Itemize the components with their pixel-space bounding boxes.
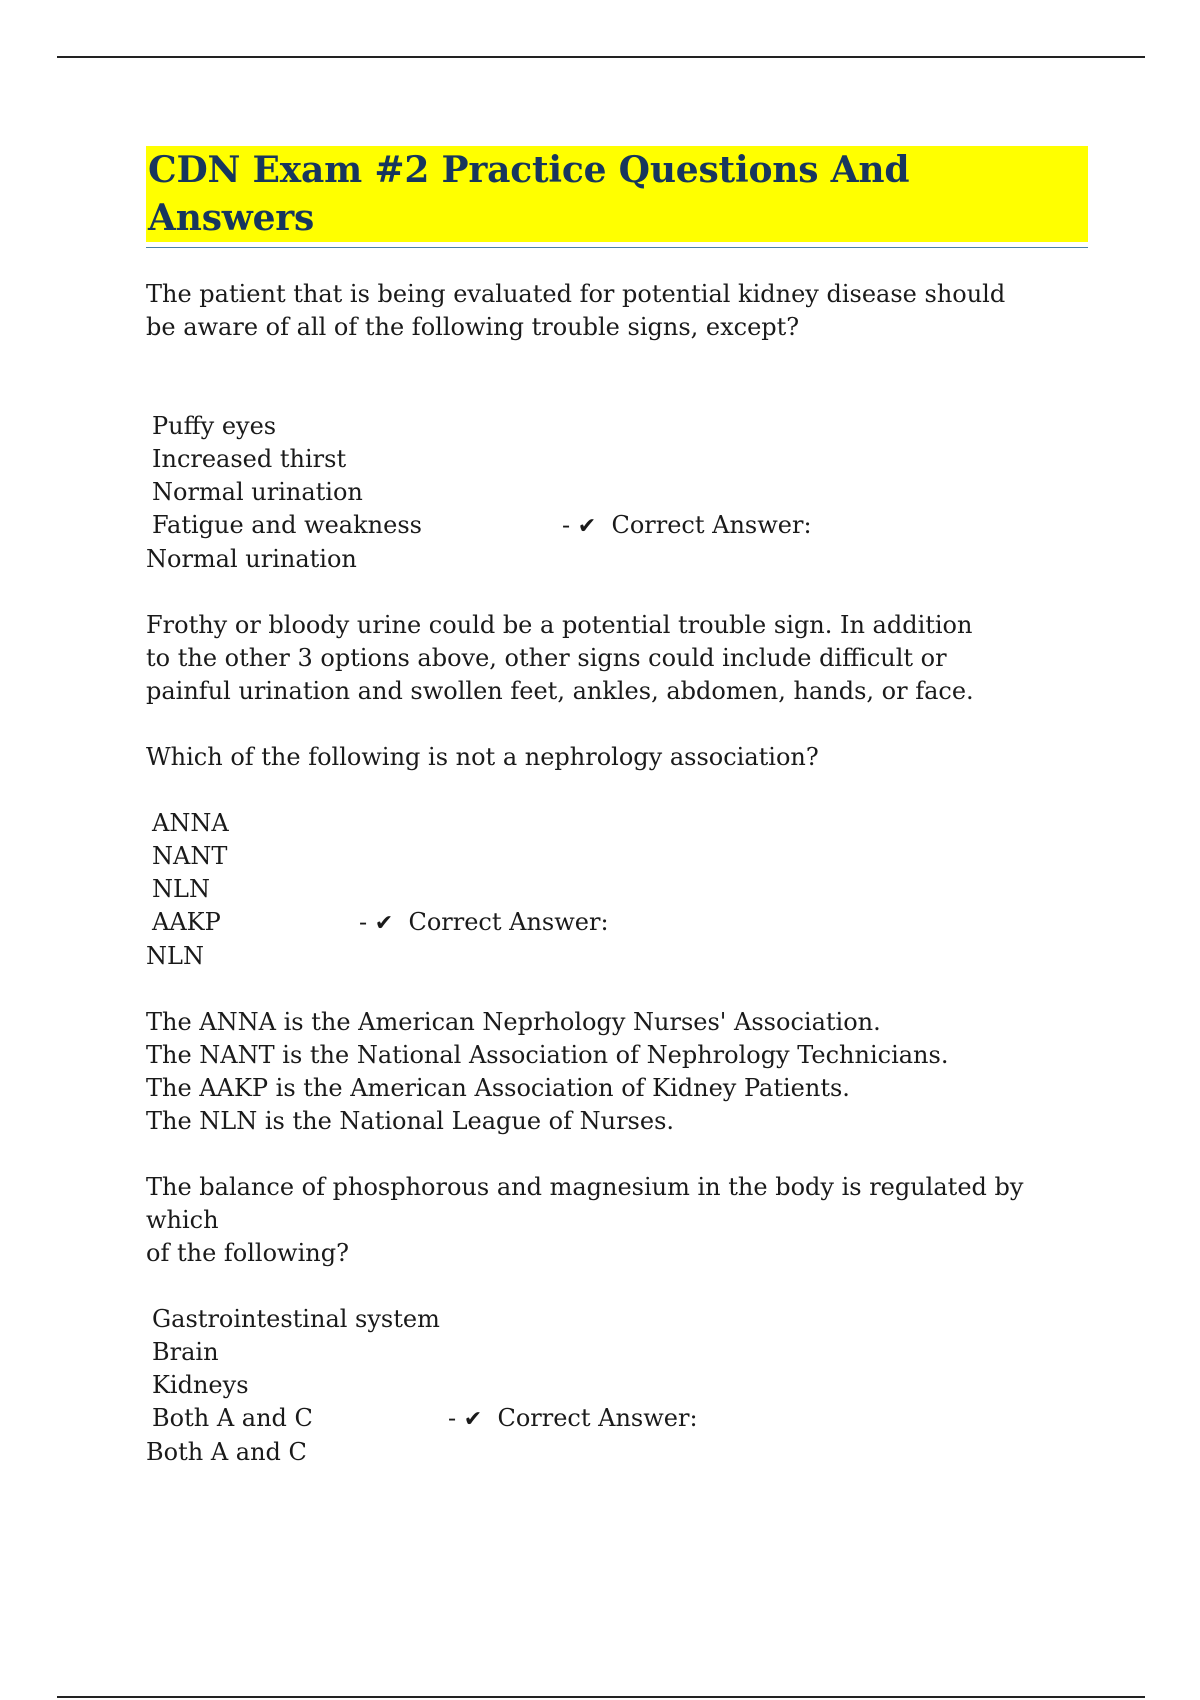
dash: -	[562, 511, 571, 539]
option: NLN	[152, 875, 210, 903]
top-rule	[57, 56, 1145, 58]
document-title: CDN Exam #2 Practice Questions And Answers	[146, 146, 1088, 242]
option: NANT	[152, 842, 228, 870]
bottom-rule	[57, 1696, 1145, 1698]
question-1-text: The patient that is being evaluated for potential kidney disease should be aware of all of the following trouble signs, except?	[146, 280, 1006, 341]
correct-answer-label: Correct Answer:	[408, 908, 609, 936]
option: Kidneys	[152, 1371, 249, 1399]
check-mark-icon: ✔	[374, 911, 394, 936]
option-with-answer-mark	[146, 509, 1086, 543]
question-3-answer: Both A and C	[146, 1438, 307, 1466]
answer-marker	[562, 509, 812, 543]
option: Both A and C	[152, 1404, 313, 1432]
question-2-answer: NLN	[146, 942, 204, 970]
option: ANNA	[152, 809, 229, 837]
check-mark-icon: ✔	[577, 514, 597, 539]
option: Fatigue and weakness	[152, 511, 422, 539]
option: Puffy eyes	[152, 412, 277, 440]
option: Normal urination	[152, 478, 363, 506]
option: Gastrointestinal system	[152, 1305, 440, 1333]
option-with-answer-mark	[146, 1402, 1086, 1436]
option: AAKP	[152, 908, 221, 936]
check-mark-icon: ✔	[463, 1407, 483, 1432]
question-2-text: Which of the following is not a nephrology association?	[146, 743, 819, 771]
option: Brain	[152, 1338, 219, 1366]
question-2-explanation: The ANNA is the American Neprhology Nurses' Association. The NANT is the National Association of Nephrology Technicians. The AAKP is the American Association of Kidney Patients. The NLN is the National League of Nurses.	[146, 1008, 949, 1135]
correct-answer-label: Correct Answer:	[497, 1404, 698, 1432]
answer-marker	[448, 1402, 698, 1436]
question-3-options	[146, 1303, 1086, 1436]
question-3-text: The balance of phosphorous and magnesium in the body is regulated by which of the following?	[146, 1173, 1024, 1267]
question-2-options	[146, 807, 1086, 940]
document-body	[146, 146, 1086, 1469]
option-with-answer-mark	[146, 906, 1086, 940]
correct-answer-label: Correct Answer:	[611, 511, 812, 539]
dash: -	[359, 908, 368, 936]
option: Increased thirst	[152, 445, 347, 473]
title-block	[146, 146, 1088, 248]
question-1-explanation: Frothy or bloody urine could be a potential trouble sign. In addition to the other 3 options above, other signs could include difficult or painful urination and swollen feet, ankles, abdomen, hands, or face.	[146, 611, 974, 705]
dash: -	[448, 1404, 457, 1432]
question-1-answer: Normal urination	[146, 545, 357, 573]
question-1-options	[146, 410, 1086, 543]
answer-marker	[359, 906, 609, 940]
